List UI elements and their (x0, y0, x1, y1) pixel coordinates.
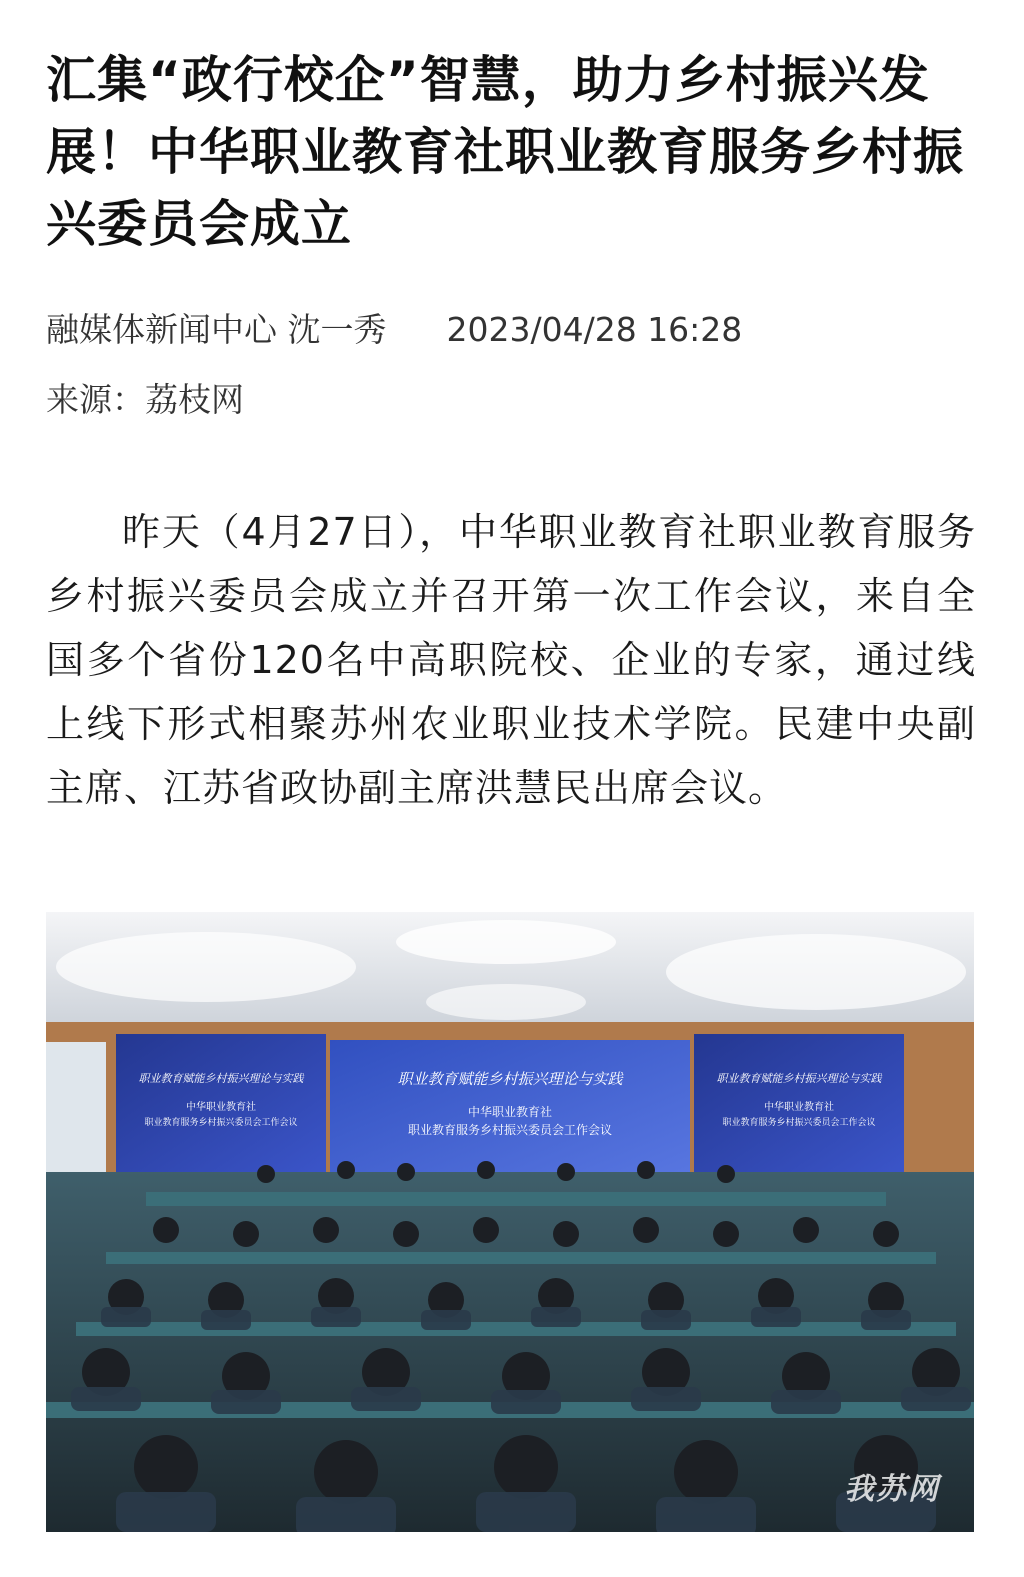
screen-left-slogan: 职业教育赋能乡村振兴理论与实践 (138, 1072, 304, 1085)
article (46, 44, 976, 858)
screen-right-line2: 职业教育服务乡村振兴委员会工作会议 (722, 1118, 876, 1128)
screen-center-line1: 中华职业教育社 (467, 1105, 553, 1119)
watermark-logo: 我苏网 (844, 1472, 940, 1507)
article-datetime: 2023/04/28 16:28 (446, 310, 743, 349)
article-author: 融媒体新闻中心 沈一秀 (46, 310, 387, 349)
head-table (146, 1192, 886, 1206)
article-meta (46, 308, 976, 352)
article-photo[interactable] (46, 912, 974, 1532)
table-row (106, 1252, 936, 1264)
screen-left-line1: 中华职业教育社 (186, 1102, 256, 1113)
conference-photo (46, 912, 974, 1532)
article-source (46, 378, 976, 422)
screen-left-line2: 职业教育服务乡村振兴委员会工作会议 (144, 1118, 298, 1128)
article-paragraph: 昨天（4月27日），中华职业教育社职业教育服务乡村振兴委员会成立并召开第一次工作会议，来自全国多个省份120名中高职院校、企业的专家，通过线上线下形式相聚苏州农业职业技术学院。民建中央副主席、江苏省政协副主席洪慧民出席会议。 (46, 510, 976, 810)
screen-center-line2: 职业教育服务乡村振兴委员会工作会议 (407, 1123, 613, 1137)
source-label: 来源： (46, 380, 145, 419)
screen-right-slogan: 职业教育赋能乡村振兴理论与实践 (716, 1072, 882, 1085)
screen-right-line1: 中华职业教育社 (764, 1102, 834, 1113)
screen-center-slogan: 职业教育赋能乡村振兴理论与实践 (397, 1070, 623, 1088)
source-value[interactable]: 荔枝网 (145, 380, 244, 419)
article-title: 汇集“政行校企”智慧，助力乡村振兴发展！中华职业教育社职业教育服务乡村振兴委员会成立 (46, 51, 964, 253)
